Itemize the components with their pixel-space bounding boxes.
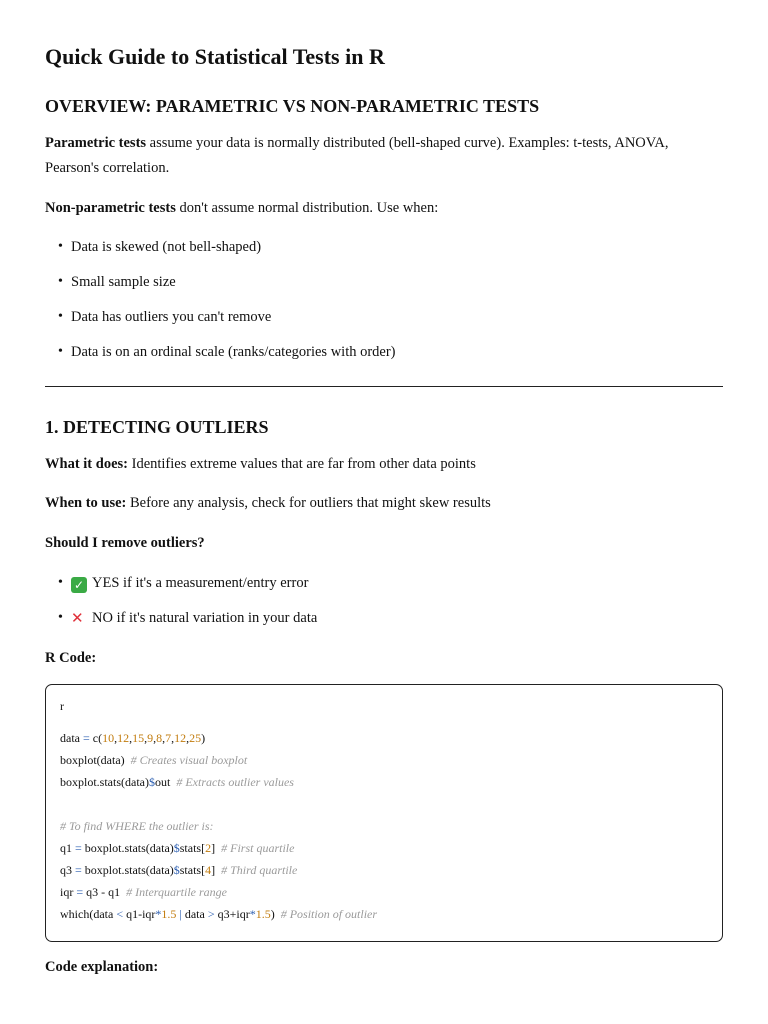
code-line-2: boxplot(data) # Creates visual boxplot <box>60 753 248 767</box>
code-block[interactable] <box>45 684 723 942</box>
what-it-does <box>45 452 723 477</box>
cross-icon: ✕ <box>71 609 84 627</box>
what-label: What it does: <box>45 456 128 472</box>
list-item: • Data is on an ordinal scale (ranks/categories with order) <box>58 342 396 377</box>
parametric-text: assume your data is normally distributed (bell-shaped curve). Examples: t-tests, ANOVA, Pearson's correlation. <box>45 135 669 176</box>
code-line-8: iqr = q3 - q1 # Interquartile range <box>60 885 227 899</box>
list-item: • Data is skewed (not bell-shaped) <box>58 237 396 272</box>
what-text: Identifies extreme values that are far from other data points <box>127 456 476 472</box>
code-language: r <box>60 699 64 713</box>
when-to-use <box>45 491 723 516</box>
code-line-6: q1 = boxplot.stats(data)$stats[2] # First quartile <box>60 841 295 855</box>
parametric-paragraph <box>45 131 723 181</box>
when-text: Before any analysis, check for outliers that might skew results <box>126 495 491 511</box>
section1-heading: 1. DETECTING OUTLIERS <box>45 417 269 437</box>
when-label: When to use: <box>45 495 127 511</box>
code-line-1: data = c(10,12,15,9,8,7,12,25) <box>60 731 206 745</box>
list-item-no <box>58 608 317 643</box>
check-icon: ✓ <box>71 577 87 593</box>
list-item: • Small sample size <box>58 272 396 307</box>
nonparametric-paragraph <box>45 196 723 221</box>
r-code-label-bold: R Code: <box>45 650 97 666</box>
code-explanation-label <box>45 955 723 980</box>
outlier-decision-list <box>58 573 317 643</box>
no-text: NO if it's natural variation in your data <box>92 610 318 626</box>
list-item: • Data has outliers you can't remove <box>58 307 396 342</box>
page-title: Quick Guide to Statistical Tests in R <box>45 44 385 69</box>
remove-question-bold: Should I remove outliers? <box>45 535 205 551</box>
r-code-label <box>45 646 723 671</box>
nonparametric-list <box>58 237 396 377</box>
nonparametric-bold: Non-parametric tests <box>45 200 176 216</box>
code-line-3: boxplot.stats(data)$out # Extracts outlier values <box>60 775 294 789</box>
remove-question <box>45 531 723 556</box>
nonparametric-text: don't assume normal distribution. Use when: <box>175 200 439 216</box>
code-explanation-bold: Code explanation: <box>45 959 159 975</box>
yes-text: YES if it's a measurement/entry error <box>92 575 309 591</box>
code-line-5: # To find WHERE the outlier is: <box>60 819 214 833</box>
parametric-bold: Parametric tests <box>45 135 147 151</box>
overview-heading: OVERVIEW: PARAMETRIC VS NON-PARAMETRIC TESTS <box>45 96 540 116</box>
code-line-7: q3 = boxplot.stats(data)$stats[4] # Third quartile <box>60 863 298 877</box>
code-line-9: which(data < q1-iqr*1.5 | data > q3+iqr*1.5) # Position of outlier <box>60 907 378 921</box>
list-item-yes <box>58 573 317 608</box>
section-divider <box>45 386 723 387</box>
